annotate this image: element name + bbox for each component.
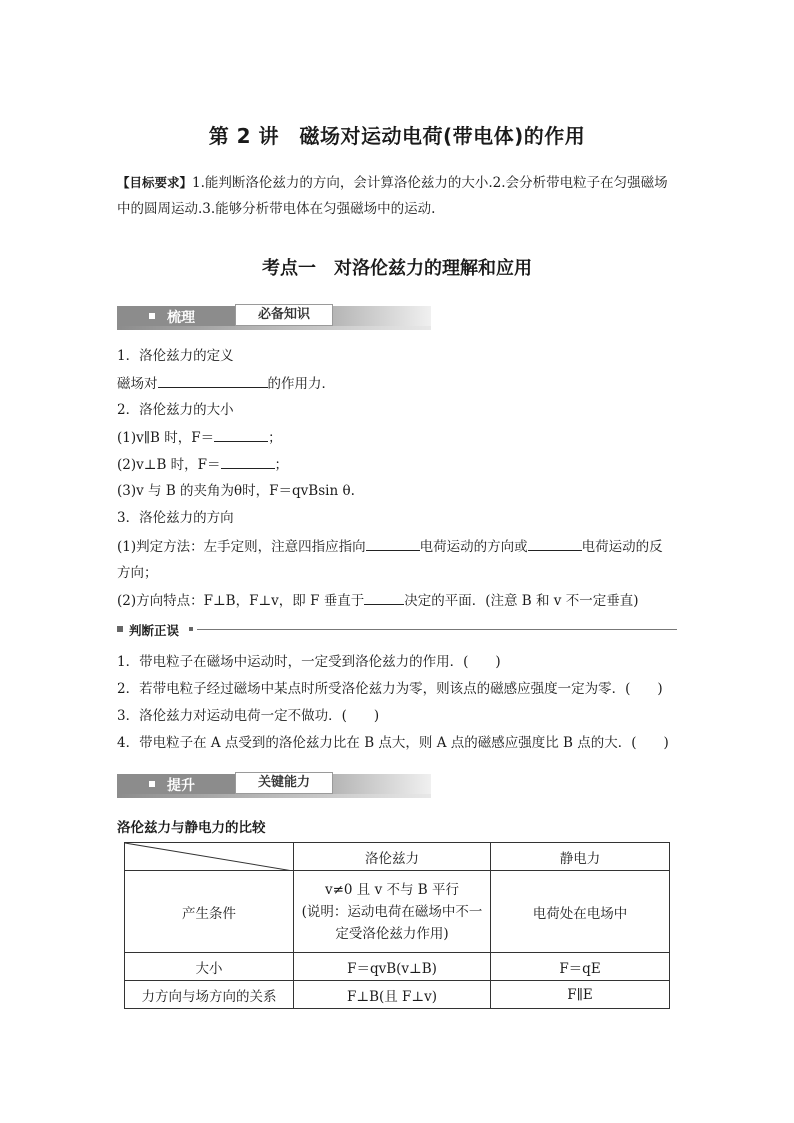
diagonal-header-cell: [125, 843, 294, 871]
column-header: 静电力: [491, 843, 670, 871]
judge-item: 4．带电粒子在 A 点受到的洛伦兹力比在 B 点大，则 A 点的磁感应强度比 B 点的大．( ): [117, 735, 669, 751]
banner-improve: [117, 772, 431, 798]
goal-line-1: 1.能判断洛伦兹力的方向，会计算洛伦兹力的大小.2.会分析带电粒子在匀强磁场: [192, 175, 668, 191]
table-header-row: [125, 843, 670, 871]
column-header: 洛伦兹力: [294, 843, 491, 871]
banner-review-label: 梳理: [167, 310, 195, 326]
diagonal-line: [125, 843, 293, 871]
direction-features: (2)方向特点：F⊥B，F⊥v，即 F 垂直于 决定的平面．(注意 B 和 v 不一定垂直): [117, 590, 687, 611]
row-label: 力方向与场方向的关系: [125, 981, 294, 1009]
table-row: [125, 871, 670, 953]
compare-title: 洛伦兹力与静电力的比较: [117, 820, 266, 836]
judge-item: 2．若带电粒子经过磁场中某点时所受洛伦兹力为零，则该点的磁感应强度一定为零．( ): [117, 681, 663, 697]
page-title: 第 2 讲 磁场对运动电荷(带电体)的作用: [208, 124, 586, 148]
cell-line: 定受洛伦兹力作用): [335, 925, 449, 942]
comparison-table: [124, 842, 670, 1009]
table-cell: F∥E: [491, 981, 670, 1009]
goal-tag: 【目标要求】: [117, 175, 193, 190]
row-label: 产生条件: [125, 871, 294, 953]
case-1: (1)v∥B 时，F＝ ；: [117, 427, 687, 448]
divider: [197, 629, 677, 630]
blank-field: [158, 373, 268, 388]
cell-line: (说明：运动电荷在磁场中不一: [301, 903, 483, 920]
case-3: (3)v 与 B 的夹角为θ时，F＝qvBsin θ.: [117, 483, 355, 499]
table-cell: F⊥B(且 F⊥v): [294, 981, 491, 1009]
knowledge-heading-2: 2．洛伦兹力的大小: [117, 402, 234, 418]
table-cell: 电荷处在电场中: [491, 871, 670, 953]
square-bullet-icon: [117, 626, 123, 632]
judge-header: [117, 622, 677, 638]
banner-improve-sublabel: 关键能力: [235, 772, 333, 794]
banner-review: [117, 304, 431, 330]
table-row: [125, 953, 670, 981]
blank-field: [366, 536, 420, 551]
case-2: (2)v⊥B 时，F＝ ；: [117, 454, 687, 475]
learning-goals: [117, 170, 677, 222]
banner-improve-label: 提升: [167, 778, 195, 794]
definition-line: 磁场对 的作用力．: [117, 373, 687, 394]
blank-field: [364, 590, 404, 605]
judge-item: 3．洛伦兹力对运动电荷一定不做功．( ): [117, 708, 380, 724]
table-row: [125, 981, 670, 1009]
row-label: 大小: [125, 953, 294, 981]
table-cell: [294, 871, 491, 953]
goal-line-2: 中的圆周运动.3.能够分析带电体在匀强磁场中的运动.: [117, 201, 436, 217]
square-bullet-icon: [149, 781, 155, 787]
direction-method-cont: 方向；: [117, 565, 158, 581]
blank-field: [528, 536, 582, 551]
judge-item: 1．带电粒子在磁场中运动时，一定受到洛伦兹力的作用．( ): [117, 654, 501, 670]
knowledge-heading-1: 1．洛伦兹力的定义: [117, 348, 234, 364]
blank-field: [221, 454, 275, 469]
judge-title: 判断正误: [129, 623, 180, 638]
cell-line: v≠0 且 v 不与 B 平行: [324, 881, 460, 898]
banner-review-sublabel: 必备知识: [235, 304, 333, 326]
square-bullet-icon: [149, 313, 155, 319]
direction-method: (1)判定方法：左手定则，注意四指应指向 电荷运动的方向或 电荷运动的反: [117, 536, 687, 557]
table-cell: F＝qvB(v⊥B): [294, 953, 491, 981]
knowledge-heading-3: 3．洛伦兹力的方向: [117, 510, 234, 526]
blank-field: [214, 427, 268, 442]
table-cell: F＝qE: [491, 953, 670, 981]
section-title: 考点一 对洛伦兹力的理解和应用: [262, 258, 532, 279]
